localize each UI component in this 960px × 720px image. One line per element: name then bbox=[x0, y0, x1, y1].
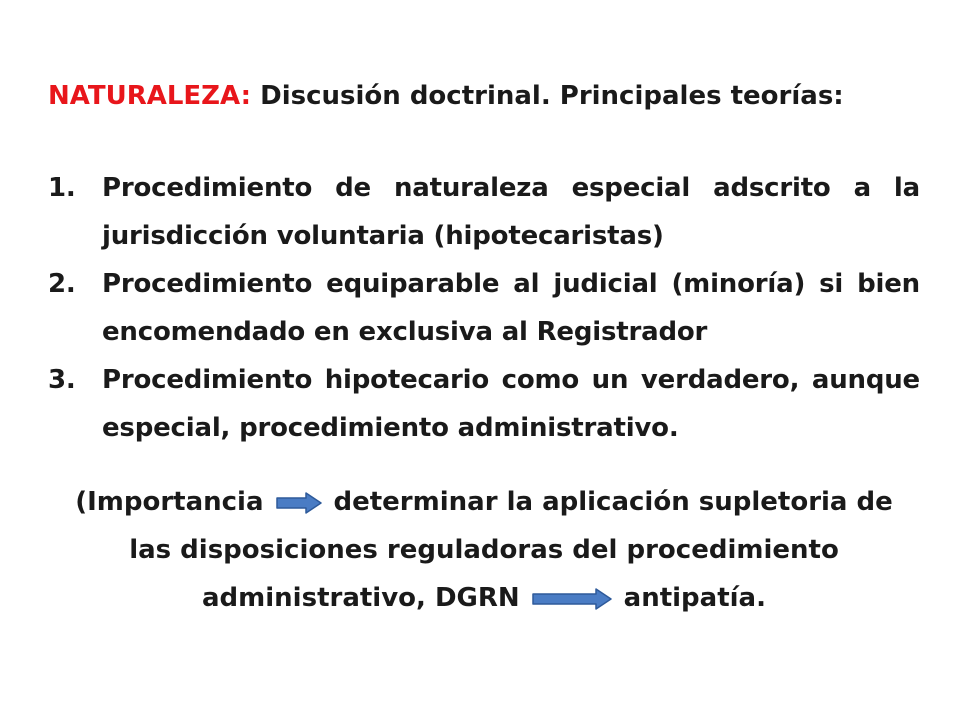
list-item-text: Procedimiento equiparable al judicial (minoría) si bien encomendado en exclusiva al Registrador bbox=[102, 269, 920, 347]
list-item bbox=[48, 164, 920, 260]
closing-part-5: antipatía. bbox=[623, 583, 766, 613]
slide-heading bbox=[48, 78, 928, 114]
right-arrow-icon bbox=[532, 588, 612, 610]
closing-part-3: las disposiciones reguladoras del procedimiento bbox=[129, 535, 839, 565]
theories-list bbox=[48, 164, 920, 452]
list-item bbox=[48, 356, 920, 452]
right-arrow-icon bbox=[276, 492, 322, 514]
list-item-text: Procedimiento hipotecario como un verdadero, aunque especial, procedimiento administrativo. bbox=[102, 365, 920, 443]
closing-line-2 bbox=[48, 526, 920, 574]
closing-line-3 bbox=[48, 574, 920, 622]
list-item bbox=[48, 260, 920, 356]
heading-text: Discusión doctrinal. Principales teorías: bbox=[260, 81, 844, 111]
closing-part-1: (Importancia bbox=[75, 487, 264, 517]
list-item-number: 2. bbox=[48, 269, 76, 299]
list-item-text: Procedimiento de naturaleza especial adscrito a la jurisdicción voluntaria (hipotecaristas) bbox=[102, 173, 920, 251]
list-item-number: 3. bbox=[48, 365, 76, 395]
closing-part-2: determinar la aplicación supletoria de bbox=[333, 487, 893, 517]
closing-line-1 bbox=[48, 478, 920, 526]
closing-part-4: administrativo, DGRN bbox=[202, 583, 520, 613]
list-item-number: 1. bbox=[48, 173, 76, 203]
closing-note bbox=[48, 478, 920, 622]
heading-label: NATURALEZA: bbox=[48, 81, 252, 111]
